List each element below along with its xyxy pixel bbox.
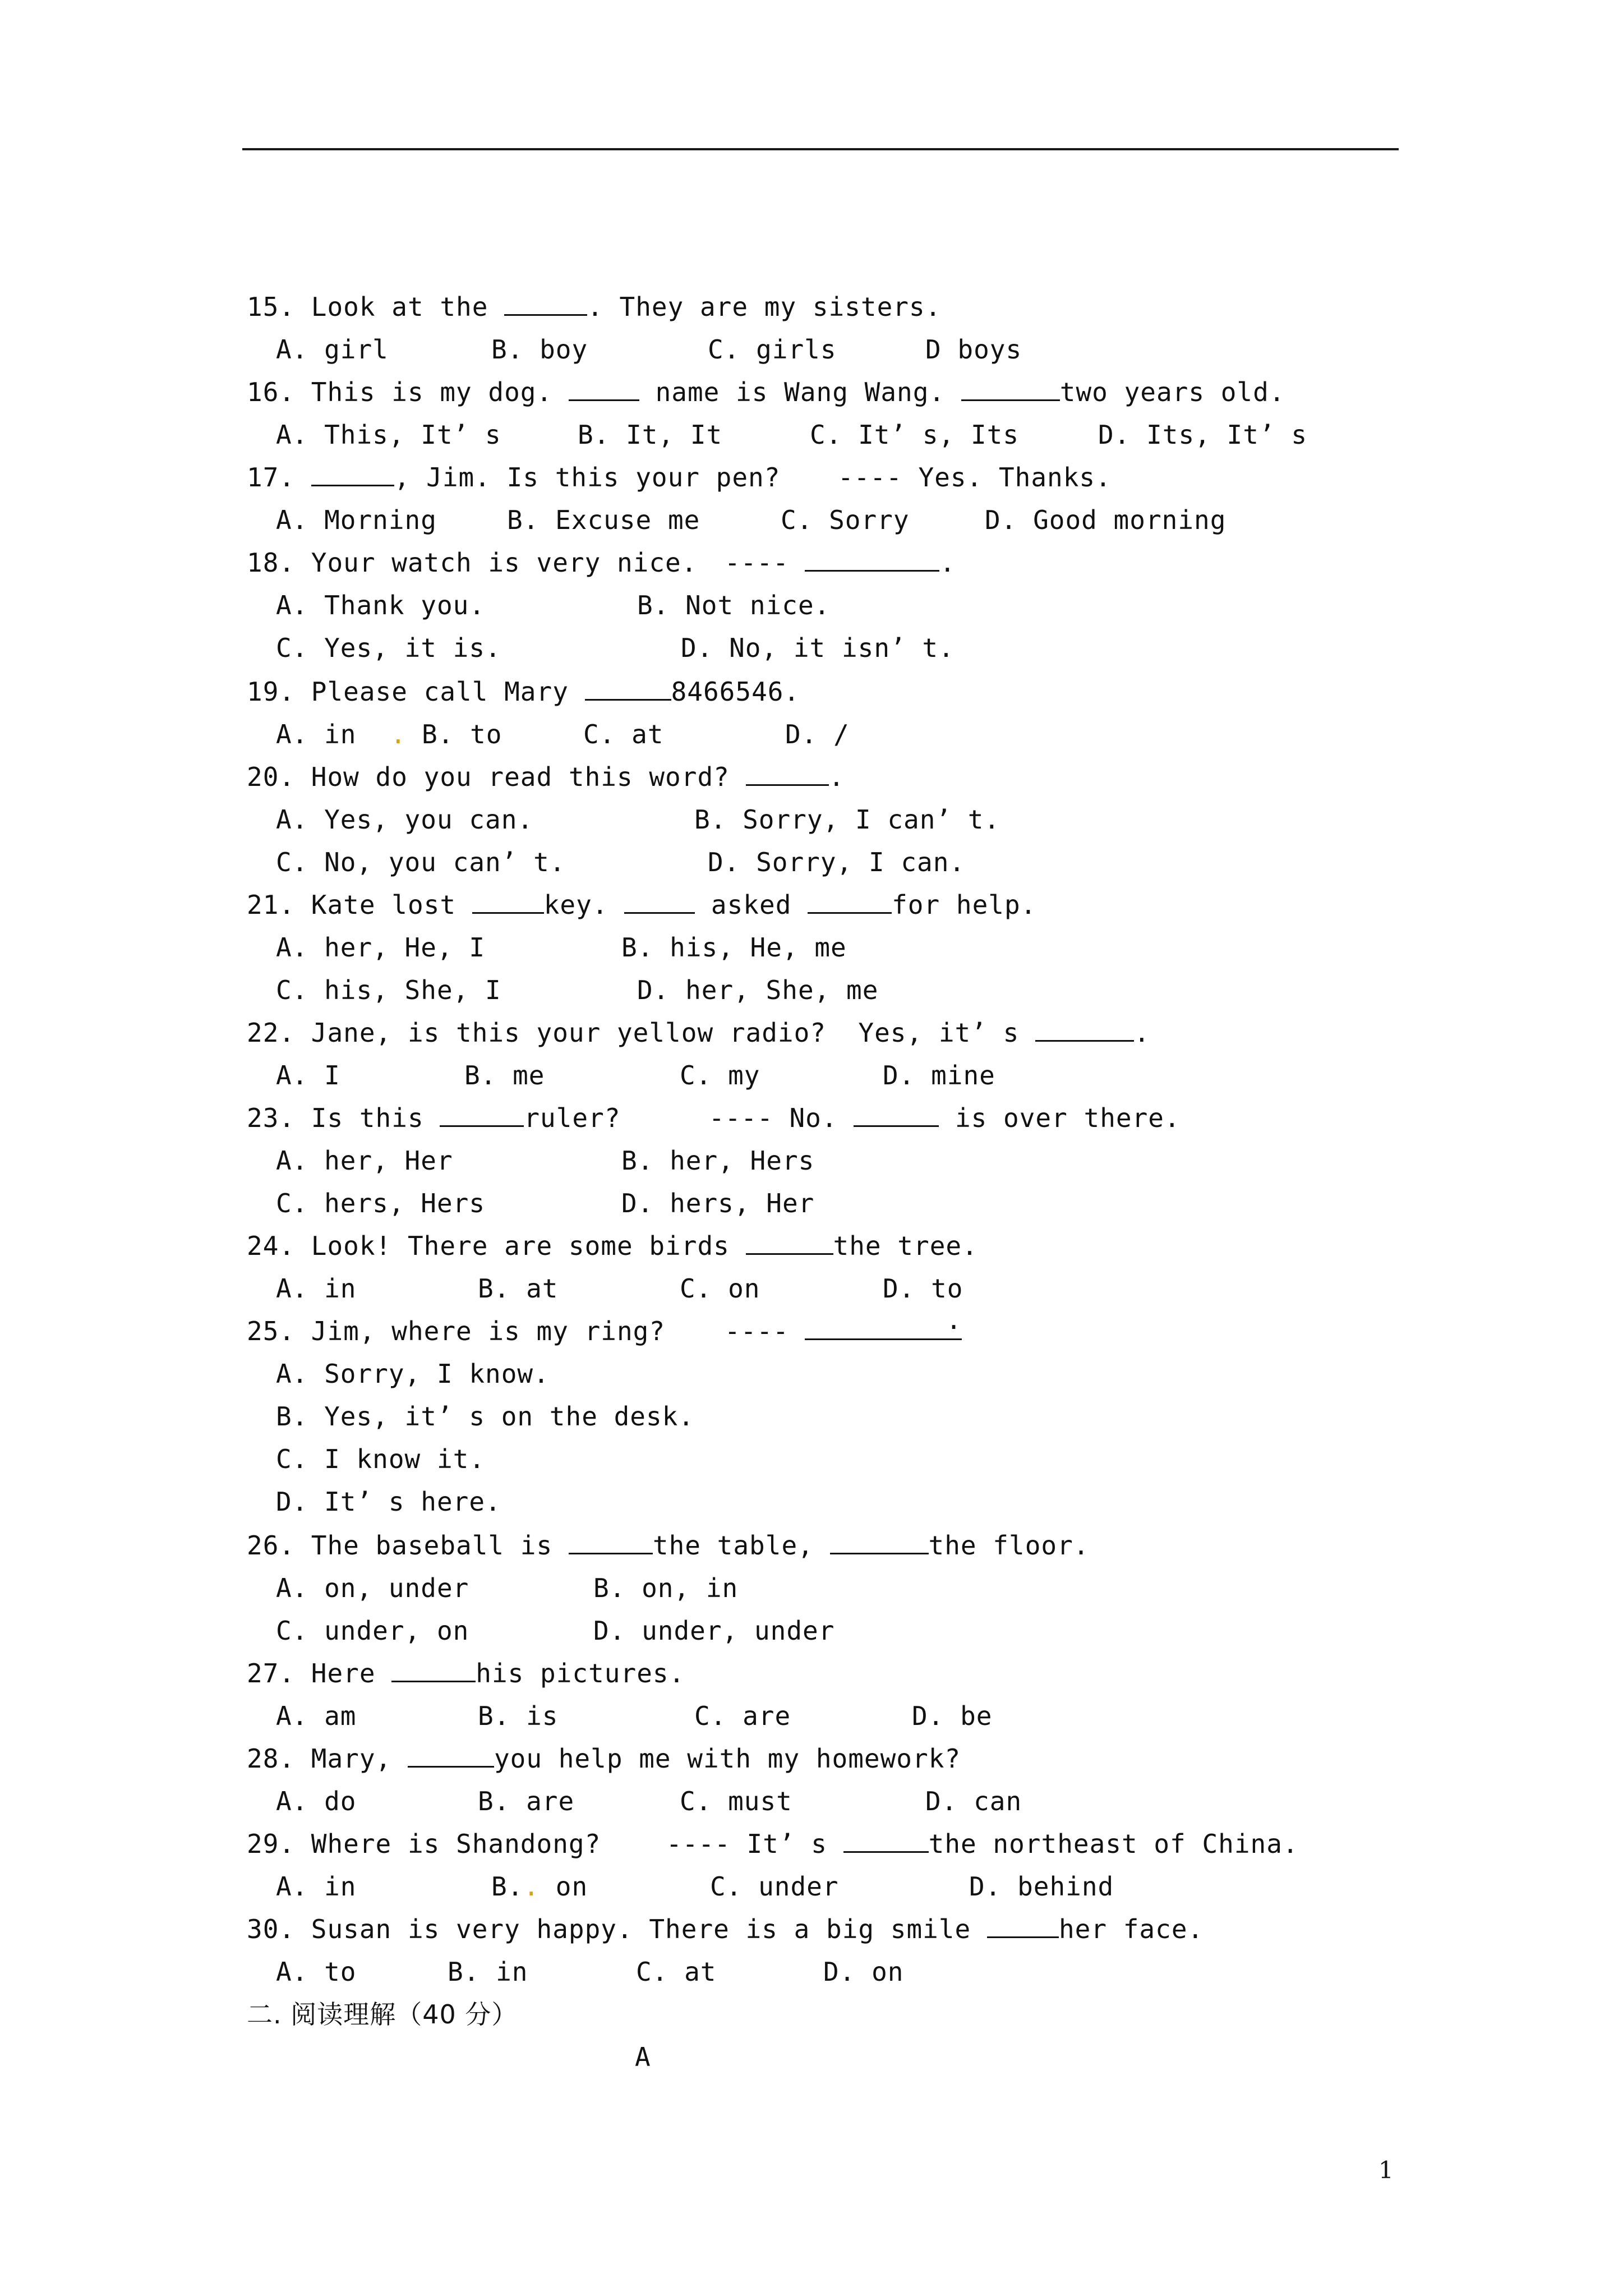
option-d: D. to (883, 1273, 963, 1304)
option-b: B. are (478, 1786, 575, 1816)
options-16 (0, 415, 1308, 454)
question-16 (0, 372, 1285, 412)
answer-blank (805, 1305, 962, 1340)
option-b-text: on (540, 1871, 588, 1902)
q29-reply-end: the northeast of China. (928, 1829, 1299, 1859)
q29-reply: ---- It’ s (666, 1829, 843, 1859)
option-a: A. her, Her (276, 1145, 453, 1176)
options-25a (0, 1354, 550, 1393)
option-c: C. hers, Hers (276, 1188, 486, 1218)
options-23b (0, 1184, 815, 1223)
answer-blank (391, 1654, 476, 1682)
option-d: D. hers, Her (621, 1188, 815, 1218)
answer-blank (830, 1526, 929, 1554)
q28-stem: 28. Mary, (247, 1743, 408, 1774)
q16-stem-end: two years old. (1059, 377, 1285, 407)
answer-blank (569, 1526, 653, 1554)
q18-reply: ---- (725, 547, 805, 578)
option-c: C. at (583, 719, 664, 749)
option-b: B. Yes, it’ s on the desk. (276, 1401, 695, 1432)
q21-stem: 21. Kate lost (247, 890, 472, 920)
answer-blank (854, 1098, 939, 1127)
q26-stem-mid: the table, (652, 1530, 830, 1561)
q23-reply-end: is over there. (939, 1103, 1181, 1133)
q17-stem: , Jim. Is this your pen? (394, 462, 781, 493)
answer-blank (843, 1824, 929, 1853)
q26-stem-end: the floor. (928, 1530, 1090, 1561)
options-17 (0, 500, 1227, 540)
q21-stem-end: for help. (892, 890, 1037, 920)
option-d: D boys (925, 334, 1022, 365)
question-21 (0, 885, 1037, 924)
option-a: A. in (276, 1871, 357, 1902)
option-c: C. I know it. (276, 1444, 486, 1474)
q24-stem-end: the tree. (833, 1231, 978, 1261)
options-23a (0, 1141, 815, 1180)
option-b: B. at (478, 1273, 559, 1304)
option-d: D. under, under (593, 1616, 835, 1646)
options-25b (0, 1397, 695, 1436)
question-30 (0, 1910, 1204, 1949)
options-25d (0, 1482, 501, 1521)
q20-stem-end: . (828, 762, 845, 792)
q21-stem-mid2: asked (695, 890, 808, 920)
question-23 (0, 1098, 1181, 1138)
answer-blank (805, 543, 939, 572)
q24-stem: 24. Look! There are some birds (247, 1231, 746, 1261)
q20-stem: 20. How do you read this word? (247, 762, 746, 792)
q21-stem-mid: key. (543, 890, 625, 920)
q27-stem: 27. Here (247, 1658, 392, 1688)
options-15 (0, 330, 1022, 369)
answer-blank (569, 372, 639, 401)
q19-stem-end: 8466546. (671, 677, 800, 707)
options-22 (0, 1056, 995, 1095)
option-d: D. / (785, 719, 850, 749)
answer-blank (961, 372, 1060, 401)
option-d: D. on (823, 1957, 904, 1987)
option-b: B. (491, 1871, 524, 1902)
options-21a (0, 928, 847, 967)
option-b: B. her, Hers (621, 1145, 815, 1176)
option-a: A. Thank you. (276, 590, 486, 620)
options-26a (0, 1568, 739, 1608)
answer-blank (585, 672, 671, 701)
option-d: D. behind (969, 1871, 1114, 1902)
answer-blank (987, 1910, 1059, 1938)
page-number: 1 (1378, 2156, 1394, 2184)
question-15 (0, 287, 942, 326)
q15-stem: 15. Look at the (247, 292, 505, 322)
option-d: D. her, She, me (637, 975, 879, 1005)
options-30 (0, 1952, 904, 1991)
q25-stem: 25. Jim, where is my ring? (247, 1316, 666, 1346)
q22-stem-end: . (1134, 1018, 1150, 1048)
options-18b (0, 628, 955, 668)
q26-stem: 26. The baseball is (247, 1530, 569, 1561)
answer-blank (311, 458, 394, 486)
option-b: B. It, It (578, 420, 723, 450)
options-27 (0, 1696, 993, 1736)
option-a: A. I (276, 1060, 340, 1091)
option-a: A. do (276, 1786, 357, 1816)
question-27 (0, 1654, 685, 1693)
answer-blank (624, 885, 695, 914)
question-22 (0, 1013, 1150, 1052)
option-c: C. under, on (276, 1616, 469, 1646)
option-c: C. my (680, 1060, 760, 1091)
q29-stem: 29. Where is Shandong? (247, 1829, 601, 1859)
answer-blank (1035, 1013, 1134, 1042)
option-c: C. are (694, 1701, 791, 1731)
option-c: C. Yes, it is. (276, 633, 501, 663)
options-18a (0, 586, 831, 625)
option-b: B. his, He, me (621, 932, 847, 963)
answer-blank (408, 1739, 494, 1768)
option-a: A. to (276, 1957, 357, 1987)
q30-stem: 30. Susan is very happy. There is a big smile (247, 1914, 987, 1944)
q25-reply-end: . (946, 1305, 962, 1335)
q18-reply-end: . (939, 547, 956, 578)
answer-blank (746, 1226, 833, 1255)
option-d: D. No, it isn’ t. (681, 633, 955, 663)
option-d: D. Its, It’ s (1098, 420, 1308, 450)
q19-stem: 19. Please call Mary (247, 677, 585, 707)
q22-stem: 22. Jane, is this your yellow radio? Yes, it’ s (247, 1018, 1036, 1048)
option-d: D. It’ s here. (276, 1487, 501, 1517)
option-b: B. boy (491, 334, 588, 365)
option-d: D. Sorry, I can. (708, 847, 966, 877)
option-c: C. Sorry (781, 505, 910, 535)
option-d: D. can (925, 1786, 1022, 1816)
q17-number: 17. (247, 462, 311, 493)
q18-stem: 18. Your watch is very nice. (247, 547, 698, 578)
option-a: A. Morning (276, 505, 437, 535)
section-heading (0, 1995, 518, 2034)
question-20 (0, 757, 845, 797)
q23-reply: ---- No. (709, 1103, 854, 1133)
option-b: B. on, in (593, 1573, 739, 1603)
options-28 (0, 1782, 1022, 1821)
options-21b (0, 970, 879, 1010)
option-c: C. under (710, 1871, 839, 1902)
option-c: C. No, you can’ t. (276, 847, 566, 877)
option-c: C. girls (708, 334, 837, 365)
stray-dot: . (523, 1871, 540, 1902)
question-25 (0, 1305, 962, 1351)
section-title: 二. 阅读理解（40 分） (247, 1999, 518, 2030)
stray-dot: . (390, 719, 407, 749)
options-19 (0, 715, 850, 754)
question-28 (0, 1739, 961, 1778)
option-c: C. his, She, I (276, 975, 501, 1005)
question-26 (0, 1526, 1090, 1565)
option-a: A. her, He, I (276, 932, 486, 963)
q23-stem-end: ruler? (524, 1103, 621, 1133)
q16-stem-mid: name is (639, 377, 768, 407)
question-17 (0, 458, 1112, 497)
option-a: A. Sorry, I know. (276, 1359, 550, 1389)
options-24 (0, 1269, 963, 1308)
question-24 (0, 1226, 978, 1266)
option-b: B. Sorry, I can’ t. (694, 804, 1000, 835)
q25-reply: ---- (725, 1316, 805, 1346)
option-c: C. on (680, 1273, 760, 1304)
option-d: D. mine (883, 1060, 995, 1091)
answer-blank (808, 885, 892, 914)
answer-blank (746, 757, 829, 786)
option-a: A. on, under (276, 1573, 469, 1603)
option-a: A. girl (276, 334, 389, 365)
options-20a (0, 800, 1000, 839)
options-25c (0, 1439, 486, 1479)
q30-stem-end: her face. (1058, 1914, 1204, 1944)
option-c: C. It’ s, Its (810, 420, 1020, 450)
option-d: D. Good morning (985, 505, 1227, 535)
q27-stem-end: his pictures. (476, 1658, 685, 1688)
option-a: A. in (276, 719, 357, 749)
q16-stem: 16. This is my dog. (247, 377, 569, 407)
answer-blank (504, 287, 587, 316)
options-26b (0, 1611, 835, 1650)
q15-stem-end: . They are my sisters. (587, 292, 942, 322)
passage-label: A (635, 2042, 651, 2072)
option-b: B. Not nice. (637, 590, 831, 620)
passage-label-row (0, 2037, 651, 2077)
question-29 (0, 1824, 1299, 1864)
option-b: B. in (448, 1957, 528, 1987)
option-b: B. to (422, 719, 502, 749)
answer-blank (440, 1098, 524, 1127)
q17-reply: ---- Yes. Thanks. (838, 462, 1112, 493)
q23-stem: 23. Is this (247, 1103, 440, 1133)
option-a: A. Yes, you can. (276, 804, 534, 835)
q16-stem-name: Wang Wang. (768, 377, 961, 407)
option-b: B. is (478, 1701, 559, 1731)
option-b: B. Excuse me (507, 505, 700, 535)
answer-blank (472, 885, 544, 914)
option-c: C. must (680, 1786, 792, 1816)
question-18 (0, 543, 956, 582)
option-a: A. am (276, 1701, 357, 1731)
question-19 (0, 672, 800, 711)
options-20b (0, 843, 966, 882)
option-a: A. in (276, 1273, 357, 1304)
q28-stem-end: you help me with my homework? (494, 1743, 961, 1774)
option-a: A. This, It’ s (276, 420, 501, 450)
option-c: C. at (636, 1957, 717, 1987)
option-b: B. me (464, 1060, 545, 1091)
options-29 (0, 1867, 1114, 1906)
header-rule (242, 148, 1399, 150)
option-d: D. be (912, 1701, 993, 1731)
